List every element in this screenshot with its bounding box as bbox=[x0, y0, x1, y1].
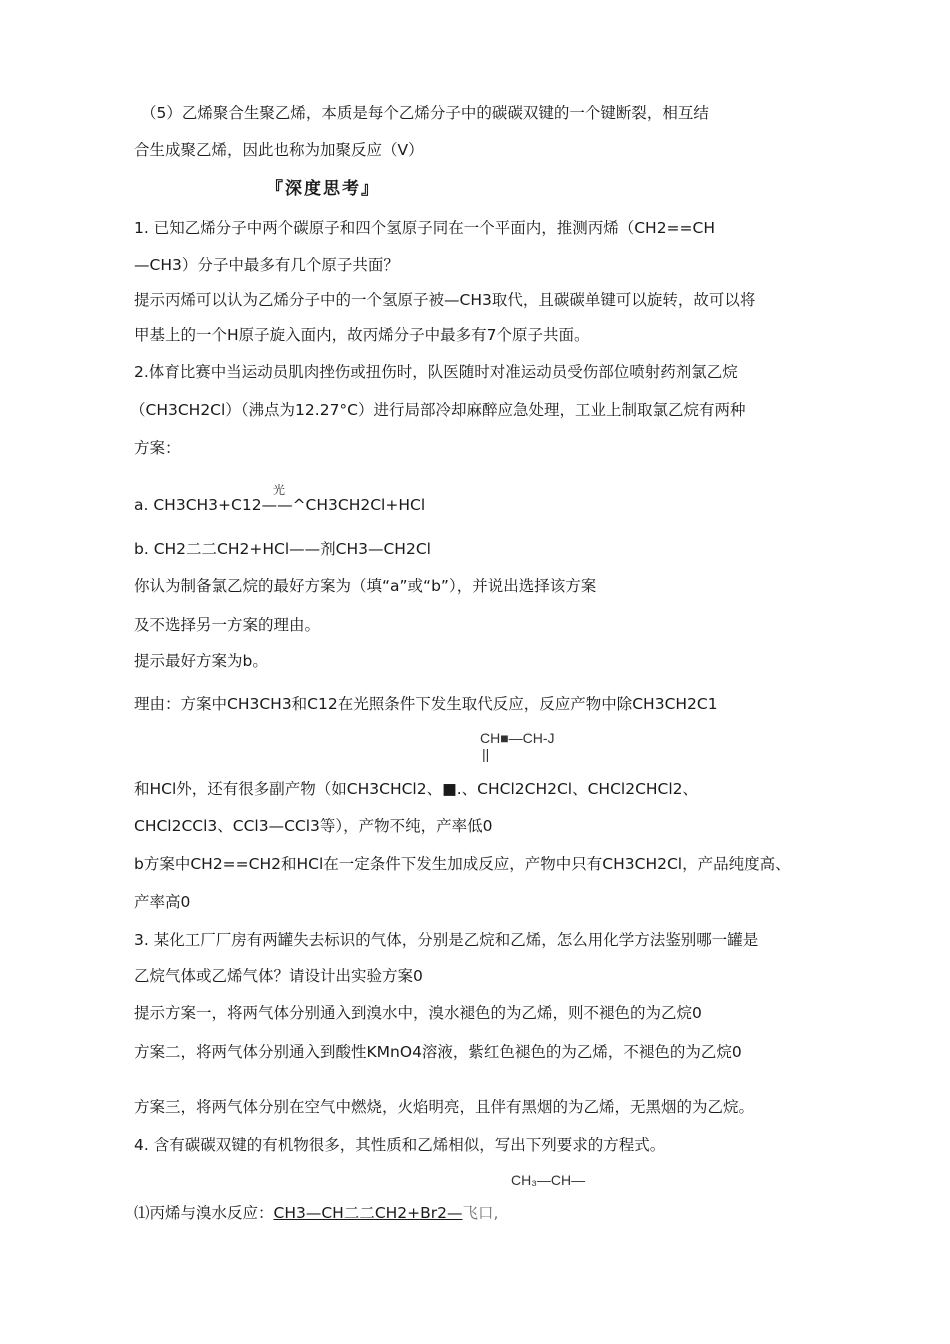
text-line: 及不选择另一方案的理由。 bbox=[134, 616, 321, 634]
equation-line bbox=[134, 1202, 498, 1224]
question-3: 3. 某化工厂厂房有两罐失去标识的气体，分别是乙烷和乙烯，怎么用化学方法鉴别哪一罐是 bbox=[134, 931, 759, 949]
text-line: —CH3）分子中最多有几个原子共面？ bbox=[134, 256, 399, 274]
text-line: 乙烷气体或乙烯气体？请设计出实验方案0 bbox=[134, 967, 423, 985]
structure-fragment: CH₃—CH— bbox=[511, 1172, 586, 1188]
text-line: 合生成聚乙烯，因此也称为加聚反应（V） bbox=[134, 141, 424, 159]
hint-text: 提示丙烯可以认为乙烯分子中的一个氢原子被—CH3取代，且碳碳单键可以旋转，故可以将 bbox=[134, 291, 756, 309]
text-line: b方案中CH2==CH2和HCl在一定条件下发生加成反应，产物中只有CH3CH2Cl，产品纯度高、 bbox=[134, 855, 791, 873]
text-line: 和HCl外，还有很多副产物（如CH3CHCl2、■.、CHCl2CH2Cl、CHCl2CHCl2、 bbox=[134, 780, 699, 798]
section-heading: 『深度思考』 bbox=[266, 179, 380, 199]
hint-text: 提示最好方案为b。 bbox=[134, 652, 268, 670]
reaction-condition: 光 bbox=[273, 483, 286, 497]
equation-a: a. CH3CH3+C12——^CH3CH2Cl+HCl bbox=[134, 496, 426, 514]
question-1: 1. 已知乙烯分子中两个碳原子和四个氢原子同在一个平面内，推测丙烯（CH2==CH bbox=[134, 219, 716, 237]
hint-text: 提示方案一，将两气体分别通入到溴水中，溴水褪色的为乙烯，则不褪色的为乙烷0 bbox=[134, 1004, 702, 1022]
structure-fragment: CH■—CH-J bbox=[480, 730, 555, 746]
equation-answer: CH3—CH二二CH2+Br2— bbox=[273, 1204, 463, 1222]
question-4: 4. 含有碳碳双键的有机物很多，其性质和乙烯相似，写出下列要求的方程式。 bbox=[134, 1136, 666, 1154]
text-line: （5）乙烯聚合生聚乙烯，本质是每个乙烯分子中的碳碳双键的一个键断裂，相互结 bbox=[141, 104, 709, 122]
structure-bond: || bbox=[482, 746, 490, 762]
text-line: 方案： bbox=[134, 439, 181, 457]
question-2: 2.体育比赛中当运动员肌肉挫伤或扭伤时，队医随时对准运动员受伤部位喷射药剂氯乙烷 bbox=[134, 363, 738, 381]
equation-label: ⑴丙烯与溴水反应： bbox=[134, 1204, 274, 1222]
text-line: （CH3CH2Cl）（沸点为12.27°C）进行局部冷却麻醉应急处理，工业上制取氯乙烷有两种 bbox=[130, 401, 746, 419]
text-line: 你认为制备氯乙烷的最好方案为（填“a”或“b”），并说出选择该方案 bbox=[134, 577, 597, 595]
text-line: 产率高0 bbox=[134, 893, 191, 911]
equation-b: b. CH2二二CH2+HCl——剂CH3—CH2Cl bbox=[134, 540, 431, 558]
text-line: CHCl2CCl3、CCl3—CCl3等），产物不纯，产率低0 bbox=[134, 817, 493, 835]
text-line: 方案二，将两气体分别通入到酸性KMnO4溶液，紫红色褪色的为乙烯，不褪色的为乙烷0 bbox=[134, 1043, 742, 1061]
text-line: 理由：方案中CH3CH3和C12在光照条件下发生取代反应，反应产物中除CH3CH2C1 bbox=[134, 695, 718, 713]
equation-tail: 飞口, bbox=[462, 1204, 499, 1222]
text-line: 方案三，将两气体分别在空气中燃烧，火焰明亮，且伴有黑烟的为乙烯，无黑烟的为乙烷。 bbox=[134, 1098, 755, 1116]
text-line: 甲基上的一个H原子旋入面内，故丙烯分子中最多有7个原子共面。 bbox=[134, 326, 590, 344]
